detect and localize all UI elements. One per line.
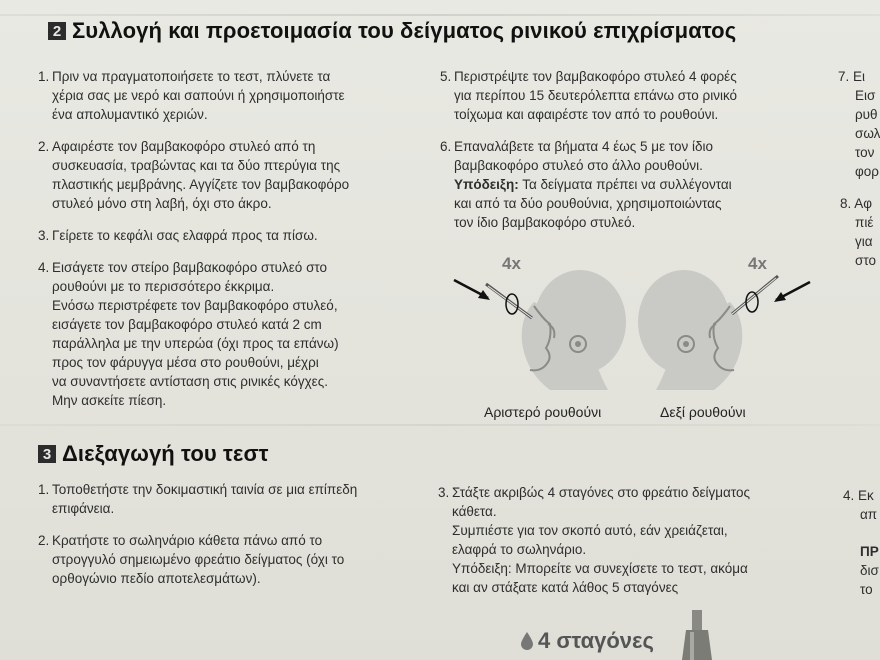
left-arrow-icon [454,280,490,300]
step-number: 2. [38,139,50,154]
section-3-left-steps [38,480,438,601]
step-text-line: Μην ασκείτε πίεση. [52,393,167,408]
heads-illustration [450,262,814,394]
drop-icon [520,631,534,651]
drops-text: 4 σταγόνες [538,628,654,653]
step-number: 2. [38,533,50,548]
section-3-title: Διεξαγωγή του τεστ [62,441,269,466]
drops-label [520,628,654,654]
cut-text: Εισ [855,88,876,103]
step-text-line: ρουθούνι με το περισσότερο έκκριμα. [52,279,275,294]
step-text-line: και αν στάξατε κατά λάθος 5 σταγόνες [452,580,679,595]
step-text-line: συσκευασία, τραβώντας και τα δύο πτερύγια της [52,158,341,173]
step-number: 4. [38,260,50,275]
paper-crease [0,14,880,16]
step-1 [38,480,438,518]
step-text-line: βαμβακοφόρο στυλεό στο άλλο ρουθούνι. [454,158,703,173]
step-text-line: ελαφρά το σωληνάριο. [452,542,587,557]
step-text-line: να συναντήσετε αντίσταση στις ρινικές κόγχες. [52,374,328,389]
caption-left-nostril: Αριστερό ρουθούνι [484,404,602,420]
step-number: 6. [440,139,452,154]
section-3-heading [38,441,269,467]
cut-text: φορ [855,164,879,179]
step-text-line: ένα απολυμαντικό χεριών. [52,107,208,122]
step-text-line: Ενόσω περιστρέφετε τον βαμβακοφόρο στυλεό, [52,298,338,313]
step-text-line: επιφάνεια. [52,501,115,516]
cut-text: ΠΡ [860,544,879,559]
step-3 [438,483,818,597]
right-arrow-icon [774,282,810,302]
step-text-line: πλαστικής μεμβράνης. Αγγίζετε τον βαμβακοφόρο [52,177,350,192]
step-2 [38,531,438,588]
step-text-line: Υπόδειξη: Μπορείτε να συνεχίσετε το τεστ, ακόμα [452,561,748,576]
rotation-count-right: 4x [748,254,767,273]
cut-text: στο [855,253,876,268]
cut-text: ρυθ [855,107,878,122]
step-6 [440,137,800,232]
step-text-line: τοίχωμα και αφαιρέστε τον από το ρουθούνι. [454,107,719,122]
step-2 [38,137,428,213]
step-number: 3. [438,485,450,500]
step-number: 1. [38,482,50,497]
step-text-line: στυλεό μόνο στη λαβή, όχι στο άκρο. [52,196,272,211]
step-text-line: Στάξτε ακριβώς 4 σταγόνες στο φρεάτιο δείγματος [452,485,751,500]
right-head-icon [638,270,778,390]
section-number-box: 3 [38,445,56,463]
note-text: Τα δείγματα πρέπει να συλλέγονται [518,177,732,192]
step-text-line: Γείρετε το κεφάλι σας ελαφρά προς τα πίσω. [52,228,318,243]
section-2-title: Συλλογή και προετοιμασία του δείγματος ρινικού επιχρίσματος [72,18,737,43]
caption-right-nostril: Δεξί ρουθούνι [660,404,746,420]
left-head-icon [486,270,626,390]
step-text-line: Εισάγετε τον στείρο βαμβακοφόρο στυλεό στο [52,260,328,275]
step-number: 3. [38,228,50,243]
cut-text: 4. Εκ [843,488,874,503]
step-4 [38,258,428,410]
cut-text: σωλ [855,126,880,141]
section-2-middle-steps [440,67,800,245]
step-text-line: Περιστρέψτε τον βαμβακοφόρο στυλεό 4 φορές [454,69,737,84]
step-number: 1. [38,69,50,84]
step-text-line: Τοποθετήστε την δοκιμαστική ταινία σε μια επίπεδη [52,482,358,497]
note-line [454,175,800,194]
cut-text: το [860,582,873,597]
rotation-count-left: 4x [502,254,521,273]
step-text-line: παράλληλα με την υπερώα (όχι προς τα επάνω) [52,336,339,351]
note-label: Υπόδειξη: [454,177,519,192]
step-text-line: προς τον φάρυγγα μέσα στο ρουθούνι, μέχρι [52,355,319,370]
cut-text: 7. Ει [838,69,866,84]
step-text-line: στρογγυλό σημειωμένο φρεάτιο δείγματος (όχι το [52,552,345,567]
section-3-middle-steps [438,483,818,610]
step-text-line: Κρατήστε το σωληνάριο κάθετα πάνω από το [52,533,323,548]
step-text-line: Επαναλάβετε τα βήματα 4 έως 5 με τον ίδιο [454,139,714,154]
step-text-line: τον ίδιο βαμβακοφόρο στυλεό. [454,215,636,230]
section-2-heading [48,18,736,44]
cut-text: απ [860,507,878,522]
step-3 [38,226,428,245]
cut-text: πιέ [855,215,874,230]
section-2-left-steps [38,67,428,423]
step-text-line: Συμπιέστε για τον σκοπό αυτό, εάν χρειάζεται, [452,523,728,538]
step-number: 5. [440,69,452,84]
step-text-line: κάθετα. [452,504,497,519]
cut-text: 8. Αφ [840,196,873,211]
step-text-line: Πριν να πραγματοποιήσετε το τεστ, πλύνετε τα [52,69,331,84]
step-text-line: και από τα δύο ρουθούνια, χρησιμοποιώντας [454,196,722,211]
cut-text: για [855,234,873,249]
step-1 [38,67,428,124]
step-text-line: Αφαιρέστε τον βαμβακοφόρο στυλεό από τη [52,139,316,154]
paper-crease [0,424,880,426]
step-text-line: εισάγετε τον βαμβακοφόρο στυλεό κατά 2 cm [52,317,322,332]
section-number-box: 2 [48,22,66,40]
step-text-line: για περίπου 15 δευτερόλεπτα επάνω στο ρινικό [454,88,738,103]
step-text-line: ορθογώνιο πεδίο αποτελεσμάτων). [52,571,261,586]
step-5 [440,67,800,124]
cut-text: τον [855,145,875,160]
dropper-tube-icon [678,610,718,660]
step-text-line: χέρια σας με νερό και σαπούνι ή χρησιμοποιήστε [52,88,345,103]
cut-text: δισ [860,563,879,578]
